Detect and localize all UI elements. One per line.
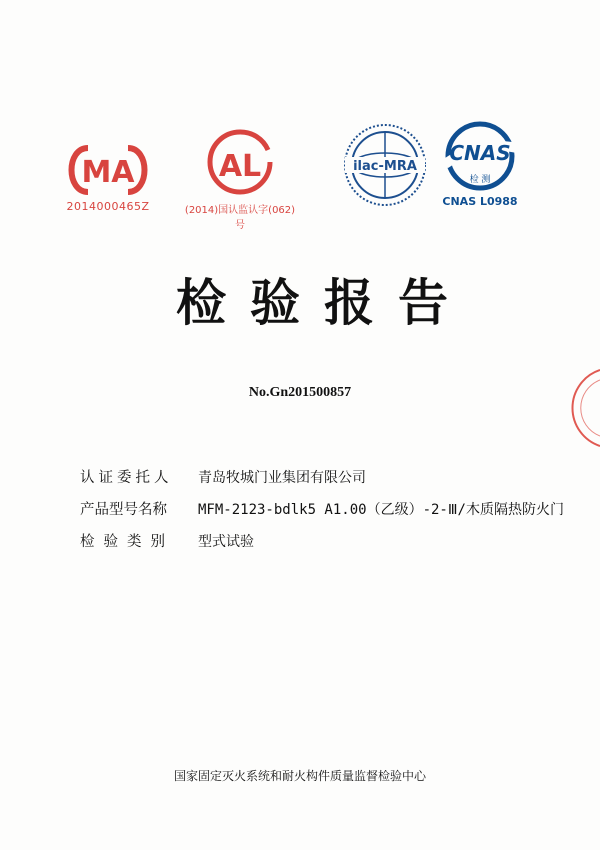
field-row-client xyxy=(80,468,580,488)
ilac-mra-logo xyxy=(340,120,430,210)
cma-mark: MA xyxy=(81,155,135,190)
cnas-logo xyxy=(435,120,525,215)
cal-mark: AL xyxy=(218,149,262,184)
field-value-test-type: 型式试验 xyxy=(198,534,254,550)
cnas-sub: 检 测 xyxy=(469,175,491,185)
field-value-client: 青岛牧城门业集团有限公司 xyxy=(198,470,366,486)
ilac-mark: ilac-MRA xyxy=(353,159,417,174)
cnas-emblem-icon xyxy=(435,120,525,195)
field-label-product: 产品型号名称 xyxy=(80,502,167,518)
cma-seal xyxy=(58,140,158,220)
cnas-code: CNAS L0988 xyxy=(442,195,518,208)
report-fields xyxy=(80,468,580,552)
cnas-mark: CNAS xyxy=(449,141,511,165)
cma-code: 2014000465Z xyxy=(66,200,150,213)
report-title: 检验报告 xyxy=(176,274,472,332)
ilac-globe-icon xyxy=(340,120,430,210)
cma-logo-icon xyxy=(58,140,158,200)
field-value-product: MFM-2123-bdlk5 A1.00（乙级）-2-Ⅲ/木质隔热防火门 xyxy=(198,502,564,518)
field-row-test-type xyxy=(80,532,580,552)
issuing-organization: 国家固定灭火系统和耐火构件质量监督检验中心 xyxy=(173,769,426,783)
cal-seal xyxy=(180,126,300,231)
field-label-client: 认证委托人 xyxy=(80,470,173,486)
cal-logo-icon xyxy=(180,126,300,200)
field-label-test-type: 检验类别 xyxy=(80,534,174,550)
cal-code: (2014)国认监认字(062)号 xyxy=(184,205,296,231)
field-row-product xyxy=(80,500,580,520)
report-number: No.Gn201500857 xyxy=(248,385,352,400)
seal-stamp-icon xyxy=(565,368,600,448)
